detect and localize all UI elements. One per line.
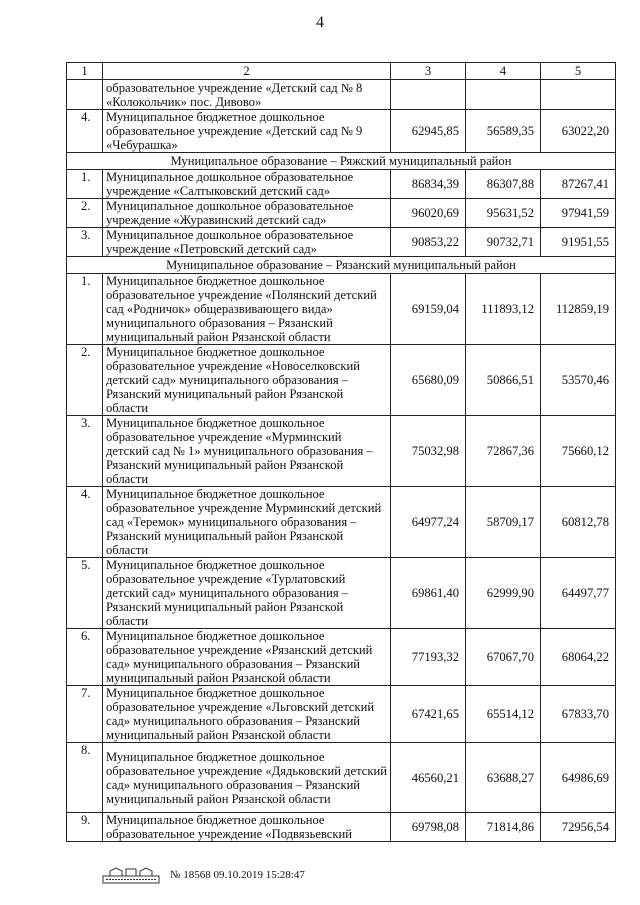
institution-name: Муниципальное бюджетное дошкольное образовательное учреждение «Подвязьевский [103,813,391,842]
value-col-3: 90853,22 [391,228,466,257]
value-col-3: 46560,21 [391,743,466,813]
column-header: 4 [466,63,541,80]
table-row [67,629,616,686]
value-col-4: 50866,51 [466,345,541,416]
section-header-row [67,257,616,274]
row-number: 5. [67,558,103,629]
column-header: 3 [391,63,466,80]
value-col-3: 65680,09 [391,345,466,416]
table-row [67,345,616,416]
institution-name: Муниципальное бюджетное дошкольное образовательное учреждение «Мурминский детский сад № 1» муниципального образования – Рязанский муниципальный район Рязанской области [103,416,391,487]
page-number: 4 [316,14,324,31]
table-row [67,686,616,743]
value-col-3: 67421,65 [391,686,466,743]
document-footer [102,866,305,884]
institution-name: Муниципальное дошкольное образовательное учреждение «Журавинский детский сад» [103,199,391,228]
institution-name: Муниципальное бюджетное дошкольное образовательное учреждение Мурминский детский сад «Теремок» муниципального образования – Рязанский муниципальный район Рязанской области [103,487,391,558]
table-row [67,274,616,345]
document-registration-number: № 18568 09.10.2019 15:28:47 [170,869,305,881]
row-number: 1. [67,274,103,345]
table-row [67,487,616,558]
value-col-5: 64497,77 [541,558,616,629]
table-row [67,228,616,257]
value-col-3: 69159,04 [391,274,466,345]
table-body [67,63,616,842]
value-col-4: 95631,52 [466,199,541,228]
institution-name: Муниципальное бюджетное дошкольное образовательное учреждение «Льговский детский сад» муниципального образования – Рязанский муниципальный район Рязанской области [103,686,391,743]
table-row [67,743,616,813]
institution-name: Муниципальное бюджетное дошкольное образовательное учреждение «Новоселковский детский сад» муниципального образования – Рязанский муниципальный район Рязанской области [103,345,391,416]
value-col-3: 69861,40 [391,558,466,629]
value-col-5: 67833,70 [541,686,616,743]
row-number: 2. [67,199,103,228]
column-header: 1 [67,63,103,80]
value-col-3: 62945,85 [391,110,466,153]
value-col-5: 112859,19 [541,274,616,345]
row-number: 3. [67,416,103,487]
row-number: 6. [67,629,103,686]
row-number: 4. [67,487,103,558]
value-col-4: 67067,70 [466,629,541,686]
table-row [67,199,616,228]
value-col-5: 87267,41 [541,170,616,199]
value-col-3: 77193,32 [391,629,466,686]
value-col-5: 97941,59 [541,199,616,228]
value-col-3: 75032,98 [391,416,466,487]
section-title: Муниципальное образование – Ряжский муниципальный район [67,153,616,170]
value-col-4: 72867,36 [466,416,541,487]
value-col-3: 64977,24 [391,487,466,558]
value-col-5: 72956,54 [541,813,616,842]
institution-name: Муниципальное бюджетное дошкольное образовательное учреждение «Дядьковский детский сад» муниципального образования – Рязанский муниципальный район Рязанской области [103,743,391,813]
value-col-3 [391,80,466,110]
value-col-5: 75660,12 [541,416,616,487]
row-number: 1. [67,170,103,199]
institution-name: Муниципальное бюджетное дошкольное образовательное учреждение «Детский сад № 9 «Чебурашка» [103,110,391,153]
value-col-4: 56589,35 [466,110,541,153]
value-col-4 [466,80,541,110]
registry-seal-icon [102,866,160,884]
table-row [67,813,616,842]
value-col-5 [541,80,616,110]
table-row [67,170,616,199]
section-header-row [67,153,616,170]
value-col-4: 90732,71 [466,228,541,257]
row-number: 7. [67,686,103,743]
value-col-4: 86307,88 [466,170,541,199]
row-number: 2. [67,345,103,416]
table-row [67,558,616,629]
institution-name: Муниципальное бюджетное дошкольное образовательное учреждение «Турлатовский детский сад» муниципального образования – Рязанский муниципальный район Рязанской области [103,558,391,629]
institution-name: образовательное учреждение «Детский сад № 8 «Колокольчик» пос. Дивово» [103,80,391,110]
value-col-5: 64986,69 [541,743,616,813]
value-col-5: 60812,78 [541,487,616,558]
row-number: 3. [67,228,103,257]
value-col-4: 63688,27 [466,743,541,813]
row-number [67,80,103,110]
table-row [67,416,616,487]
value-col-3: 69798,08 [391,813,466,842]
section-title: Муниципальное образование – Рязанский муниципальный район [67,257,616,274]
column-header: 2 [103,63,391,80]
institution-name: Муниципальное дошкольное образовательное учреждение «Салтыковский детский сад» [103,170,391,199]
value-col-5: 91951,55 [541,228,616,257]
table-row [67,80,616,110]
data-table [66,62,616,842]
institution-name: Муниципальное бюджетное дошкольное образовательное учреждение «Полянский детский сад «Родничок» общеразвивающего вида» муниципального образования – Рязанский муниципальный район Рязанской области [103,274,391,345]
value-col-3: 86834,39 [391,170,466,199]
row-number: 4. [67,110,103,153]
row-number: 9. [67,813,103,842]
value-col-3: 96020,69 [391,199,466,228]
value-col-4: 65514,12 [466,686,541,743]
institution-name: Муниципальное дошкольное образовательное учреждение «Петровский детский сад» [103,228,391,257]
value-col-5: 68064,22 [541,629,616,686]
value-col-5: 53570,46 [541,345,616,416]
value-col-4: 71814,86 [466,813,541,842]
value-col-4: 62999,90 [466,558,541,629]
table-header-row [67,63,616,80]
value-col-4: 111893,12 [466,274,541,345]
table-row [67,110,616,153]
value-col-4: 58709,17 [466,487,541,558]
institution-name: Муниципальное бюджетное дошкольное образовательное учреждение «Рязанский детский сад» муниципального образования – Рязанский муниципальный район Рязанской области [103,629,391,686]
column-header: 5 [541,63,616,80]
row-number: 8. [67,743,103,813]
value-col-5: 63022,20 [541,110,616,153]
